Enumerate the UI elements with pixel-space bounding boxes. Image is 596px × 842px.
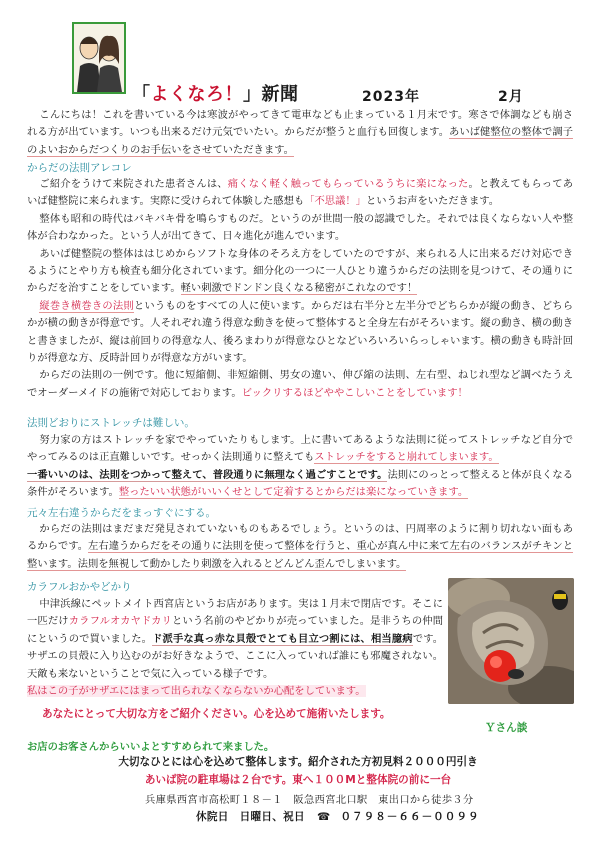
closing-appeal: あなたにとって大切な方をご紹介ください。心を込めて施術いたします。 xyxy=(42,708,391,720)
issue-year: 2023年 xyxy=(362,89,420,105)
parking-info: あいば院の駐車場は２台です。東へ１００Mと整体院の前に一台 xyxy=(144,774,452,786)
closed-days: 休院日 日曜日、祝日 ☎ ０７９８－６６－００９９ xyxy=(196,811,480,823)
section-heading-hermit-crab: カラフルおかやどかり xyxy=(27,581,132,593)
section-heading-straighten: 元々左右違うからだをまっすぐにする。 xyxy=(27,507,216,519)
section-stretch: 努力家の方はストレッチを家でやっていたりもします。上に書いてあるような法則に従ってストレッチなど自分でやってみるのは正直難しいです。せっかく法則通りに整えてもストレッチをすると崩れてしまいます。 一番いいのは、法則をつかって整えて、普段通りに無理なく過ごすことです。法則にのっとって整えると体が良くなる条件がそろいます。整ったいい状態がいいくせとして定着するとからだは楽になっていきます。 xyxy=(27,434,573,499)
section-straighten: からだの法則はまだまだ発見されていないものもあるでしょう。というのは、円周率のように割り切れない面もあるからです。左右違うからだをその通りに法則を使って整体を行うと、重心が真ん中に来て左右のバランスがチキンと整います。法則を無視して動かしたり刺激を入れるとどんどん歪んでしまいます。 xyxy=(27,523,573,570)
clinic-address: 兵庫県西宮市高松町１８－１ 阪急西宮北口駅 東出口から徒歩３分 xyxy=(145,794,474,806)
intro-paragraph: こんにちは！これを書いている今は寒波がやってきて電車なども止まっている１月末です。寒さで体調なども崩される方が出ています。いつも出来るだけ元気でいたい。からだが整うと血行も回復します。あいば健整位の整体で調子のよいおからだつくりのお手伝いをさせていただきます。 xyxy=(27,109,573,156)
newsletter-title: 「よくなろ！」新聞 xyxy=(132,84,299,105)
testimonial-line: お店のお客さんからいいよとすすめられて来ました。 xyxy=(27,741,275,753)
referral-discount: 大切なひとには心を込めて整体します。紹介された方初見料２０００円引き xyxy=(118,756,478,768)
hermit-crab-photo xyxy=(448,578,574,704)
testimonial-signature: Ｙさん談 xyxy=(485,722,528,734)
issue-month: 2月 xyxy=(498,89,524,105)
phone-icon: ☎ xyxy=(316,811,331,823)
section-hermit-crab: 中津浜線にペットメイト西宮店というお店があります。実は１月末で閉店です。そこに一匹だけカラフルオカヤドカリという名前のやどかりが売っていました。是非うちの仲間にというので買いました。ド派手な真っ赤な貝殻でとても目立つ割には、相当臆病です。サザエの貝殻に入り込むのがお好きなようで、ここに入っていれば誰にも邪魔されない。天敵も来ないということで気に入っている様子です。 私はこの子がサザエにはまって出られなくならないか心配をしています。 xyxy=(27,598,444,698)
phone-number: ０７９８－６６－００９９ xyxy=(340,811,480,823)
section-heading-stretch: 法則どおりにストレッチは難しい。 xyxy=(27,417,195,429)
couple-portrait-logo xyxy=(72,22,126,94)
section-heading-body-laws: からだの法則アレコレ xyxy=(27,162,132,174)
section-body-laws: ご紹介をうけて来院された患者さんは、痛くなく軽く触ってもらっているうちに楽になった。と教えてもらってあいば健整院に来られます。実際に受けられて体験した感想も「不思議！」というお声をいただきます。 整体も昭和の時代はバキバキ骨を鳴らすものだ。というのが世間一般の認識でした。それでは良くならない人や整体が合わなかった。という人が出てきて、日々進化が進んでいます。 あいば健整院の整体ははじめからソフトな身体のそろえ方をしていたのですが、来られる人に出来るだけ対応できるようにとやり方も検査も細分化されています。細分化の一つに一人ひとり違うからだの法則を見つけて、その通りにからだを治すことをしています。軽い刺激でドンドン良くなる秘密がこれなのです！ 縦巻き横巻きの法則というものをすべての人に使います。からだは右半分と左半分でどちらかが縦の動き、どちらかが横の動きが得意です。人それぞれ違う得意な動きを使って整体すると全身左右がそろいます。縦の動き、横の動きと書きましたが、縦は前回りの得意な人、後ろまわりが得意なひとなどいろいろいらっしゃいます。横の動きも時計回りが得意な方、反時計回りが得意な方がいます。 からだの法則の一例です。他に短縮側、非短縮側、男女の違い、伸び縮の法則、左右型、ねじれ型など調べたうえでオーダーメイドの施術で対応しております。ビックリするほどややこしいことをしています！ xyxy=(27,178,574,399)
